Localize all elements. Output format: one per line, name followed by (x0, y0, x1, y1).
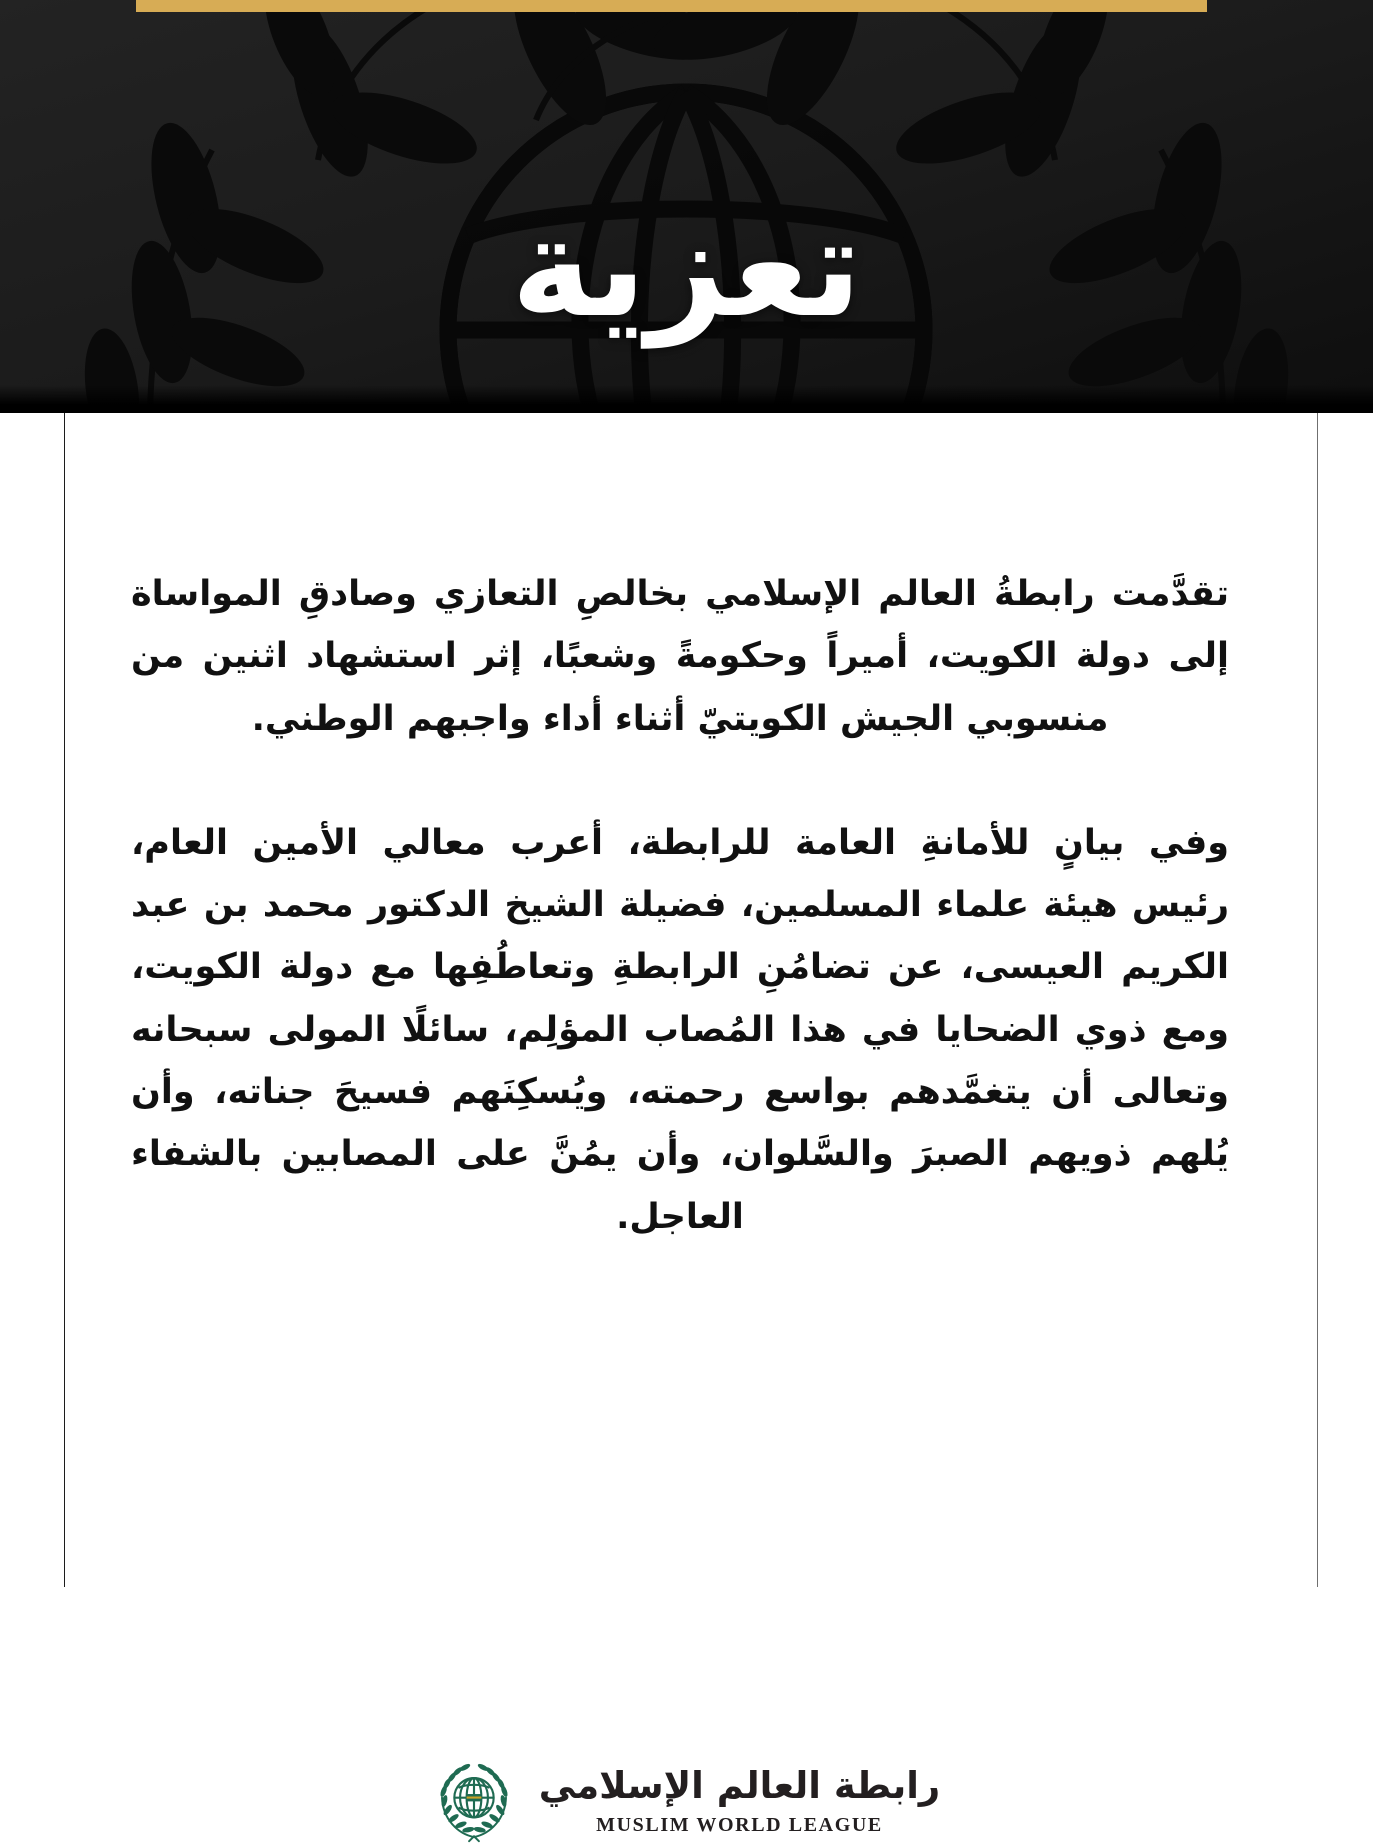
right-margin-rule (1317, 413, 1318, 1587)
gold-accent-bar (136, 0, 1207, 12)
statement-paragraph-1: تقدَّمت رابطةُ العالم الإسلامي بخالصِ التعازي وصادقِ المواساة إلى دولة الكويت، أميراً وحكومةً وشعبًا، إثر استشهاد اثنين من منسوبي الجيش الكويتيّ أثناء أداء واجبهم الوطني. (131, 574, 1229, 739)
muslim-world-league-logo (0, 1758, 1373, 1844)
statement-text-block (131, 563, 1229, 1248)
statement-paragraph-2: وفي بيانٍ للأمانةِ العامة للرابطة، أعرب معالي الأمين العام، رئيس هيئة علماء المسلمين، فضيلة الشيخ الدكتور محمد بن عبد الكريم العيسى، عن تضامُنِ الرابطةِ وتعاطُفِها مع دولة الكويت، ومع ذوي الضحايا في هذا المُصاب المؤلِم، سائلًا المولى سبحانه وتعالى أن يتغمَّدهم بواسع رحمته، ويُسكِنَهم فسيحَ جناته، وأن يُلهم ذويهم الصبرَ والسَّلوان، وأن يمُنَّ على المصابين بالشفاء العاجل. (131, 822, 1229, 1237)
globe-wreath-emblem (433, 1758, 515, 1844)
document-body (0, 413, 1373, 1836)
logo-latin-name: MUSLIM WORLD LEAGUE (596, 1813, 883, 1836)
document-header-banner (0, 0, 1373, 413)
header-bottom-fade (0, 385, 1373, 413)
logo-wordmark (539, 1765, 940, 1837)
header-title-calligraphy: تعزية (510, 187, 863, 348)
logo-arabic-name: رابطة العالم الإسلامي (538, 1764, 941, 1808)
left-margin-rule (64, 413, 65, 1587)
